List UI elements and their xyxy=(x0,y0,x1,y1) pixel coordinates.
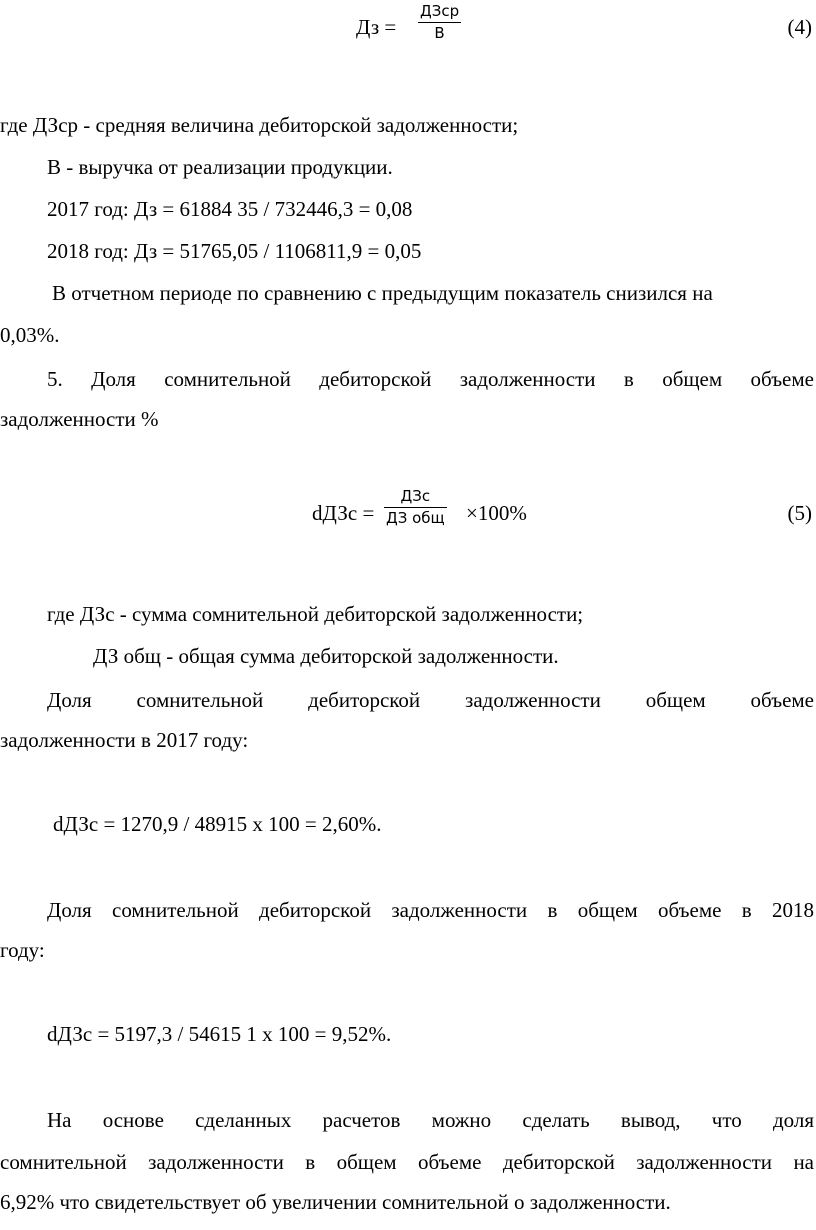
definition-dz-total: ДЗ общ - общая сумма дебиторской задолженности. xyxy=(93,644,559,668)
definition-v: В - выручка от реализации продукции. xyxy=(47,155,393,179)
formula-5-lhs: dДЗс = xyxy=(312,501,375,525)
paragraph-2018-line-1: Доля сомнительной дебиторской задолженности в общем объеме в 2018 xyxy=(47,898,814,922)
conclusion-line-2: сомнительной задолженности в общем объеме дебиторской задолженности на xyxy=(0,1150,814,1174)
equation-number-5: (5) xyxy=(787,501,812,525)
formula-5-fraction xyxy=(384,489,447,526)
formula-4-lhs: Дз = xyxy=(356,15,397,39)
paragraph-decrease-line-2: 0,03%. xyxy=(0,323,60,347)
formula-5-denominator: ДЗ общ xyxy=(386,509,445,527)
calc-dzs-2018: dДЗс = 5197,3 / 54615 1 х 100 = 9,52%. xyxy=(47,1022,392,1046)
formula-4-numerator: ДЗср xyxy=(420,2,460,20)
fraction-bar xyxy=(384,507,447,508)
formula-4-fraction xyxy=(418,4,461,41)
item-5-line-2: задолженности % xyxy=(0,407,159,431)
calc-2017: 2017 год: Дз = 61884 35 / 732446,3 = 0,08 xyxy=(47,197,413,221)
fraction-bar xyxy=(418,22,461,23)
equation-number-4: (4) xyxy=(787,15,812,39)
paragraph-2018-line-2: году: xyxy=(0,938,45,962)
definition-dzsr: где ДЗср - средняя величина дебиторской задолженности; xyxy=(0,113,519,137)
calc-2018: 2018 год: Дз = 51765,05 / 1106811,9 = 0,05 xyxy=(47,239,422,263)
conclusion-line-3: 6,92% что свидетельствует об увеличении сомнительной о задолженности. xyxy=(0,1190,671,1214)
paragraph-2017-line-2: задолженности в 2017 году: xyxy=(0,728,249,752)
paragraph-2017-line-1: Доля сомнительной дебиторской задолженности общем объеме xyxy=(47,688,814,712)
calc-dzs-2017: dДЗс = 1270,9 / 48915 х 100 = 2,60%. xyxy=(53,812,382,836)
formula-5-numerator: ДЗс xyxy=(400,487,431,505)
definition-dzs: где ДЗс - сумма сомнительной дебиторской задолженности; xyxy=(47,602,584,626)
paragraph-decrease-line-1: В отчетном периоде по сравнению с предыдущим показатель снизился на xyxy=(52,281,713,305)
formula-5-multiplier: ×100% xyxy=(466,501,527,525)
conclusion-line-1: На основе сделанных расчетов можно сделать вывод, что доля xyxy=(47,1108,814,1132)
formula-4-denominator: В xyxy=(434,24,445,42)
item-5-line-1: 5. Доля сомнительной дебиторской задолженности в общем объеме xyxy=(47,367,814,391)
